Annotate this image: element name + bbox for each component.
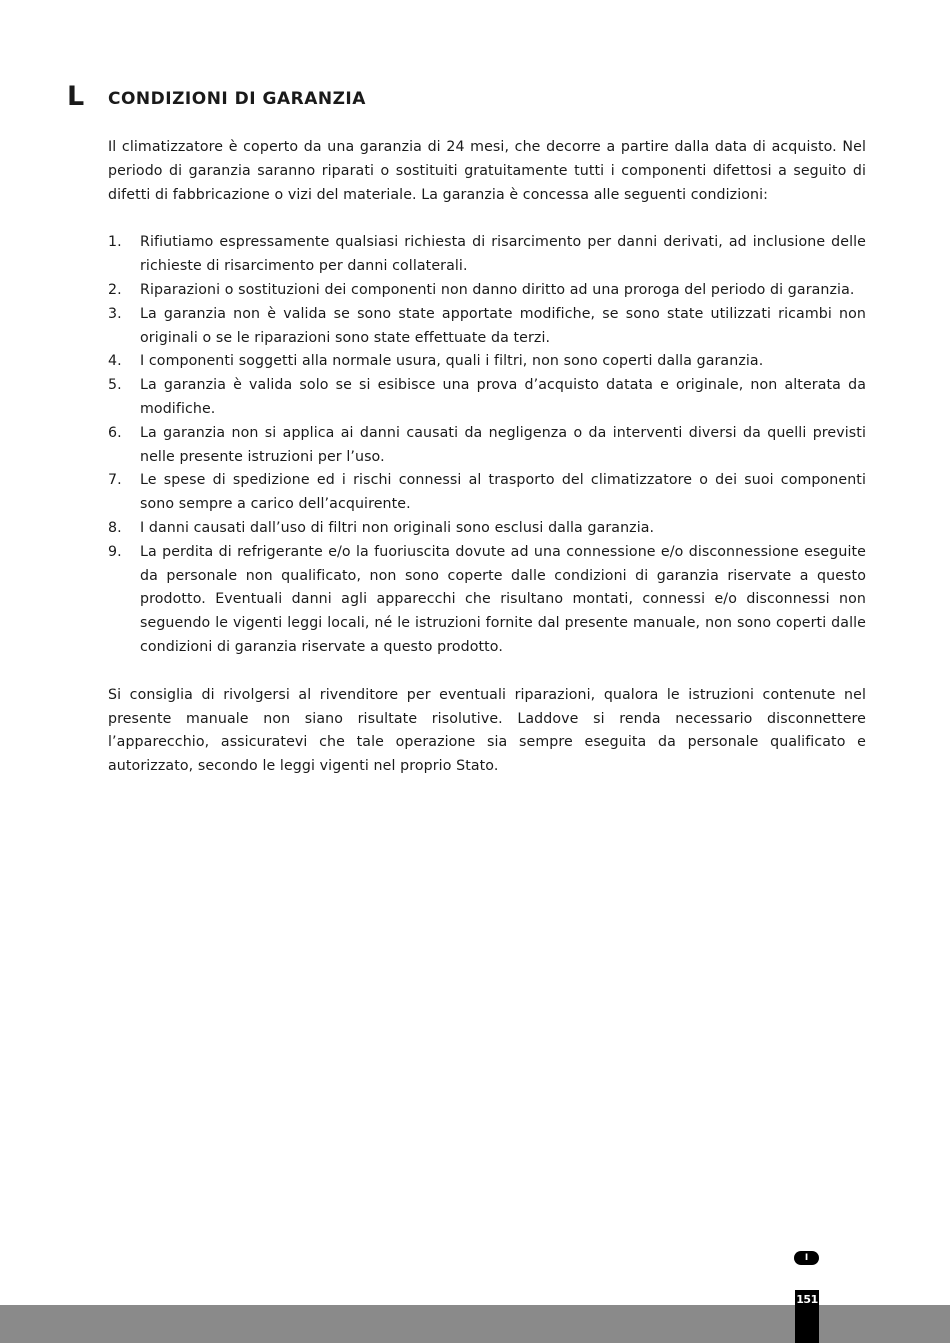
list-item: [108, 231, 866, 279]
list-item: [108, 350, 866, 374]
list-item-text: I componenti soggetti alla normale usura, quali i filtri, non sono coperti dalla garanzia.: [140, 353, 764, 370]
list-item: [108, 469, 866, 517]
conditions-list: [108, 231, 866, 659]
list-item-number: 2.: [108, 281, 122, 298]
list-item: [108, 541, 866, 660]
page-number: 151: [796, 1293, 818, 1306]
list-item-number: 9.: [108, 543, 122, 560]
list-item-text: Rifiutiamo espressamente qualsiasi richiesta di risarcimento per danni derivati, ad inclusione delle richieste di risarcimento per danni collaterali.: [140, 234, 866, 275]
list-item-number: 7.: [108, 472, 122, 489]
list-item-number: 8.: [108, 519, 122, 536]
list-item-number: 3.: [108, 305, 122, 322]
list-item-text: La garanzia è valida solo se si esibisce una prova d’acquisto datata e originale, non alterata da modifiche.: [140, 377, 866, 417]
language-badge: I: [794, 1251, 819, 1265]
section-letter: L: [67, 81, 85, 112]
list-item: [108, 303, 866, 351]
list-item: [108, 279, 866, 303]
intro-paragraph: Il climatizzatore è coperto da una garanzia di 24 mesi, che decorre a partire dalla data di acquisto. Nel periodo di garanzia saranno riparati o sostituiti gratuitamente tutti i componenti difettosi a seguito di difetti di fabbricazione o vizi del materiale. La garanzia è concessa alle seguenti condizioni:: [108, 139, 866, 203]
list-item-text: La perdita di refrigerante e/o la fuoriuscita dovute ad una connessione e/o disconnessione eseguite da personale non qualificato, non sono coperte dalle condizioni di garanzia riservate a questo prodotto. Eventuali danni agli apparecchi che risultano montati, connessi e/o disconnessi non seguendo le vigenti leggi locali, né le istruzioni fornite dal presente manuale, non sono coperti dalle condizioni di garanzia riservate a questo prodotto.: [140, 543, 866, 655]
warranty-content: [108, 136, 866, 779]
list-item: [108, 517, 866, 541]
list-item-text: I danni causati dall’uso di filtri non originali sono esclusi dalla garanzia.: [140, 519, 655, 536]
list-item: [108, 422, 866, 470]
list-item-number: 6.: [108, 424, 122, 441]
list-item-text: La garanzia non si applica ai danni causati da negligenza o da interventi diversi da quelli previsti nelle presente istruzioni per l’uso.: [140, 424, 866, 465]
list-item-number: 1.: [108, 234, 122, 251]
list-item-number: 5.: [108, 377, 122, 394]
section-title: CONDIZIONI DI GARANZIA: [108, 89, 366, 109]
list-item-text: Riparazioni o sostituzioni dei componenti non danno diritto ad una proroga del periodo di garanzia.: [140, 281, 855, 298]
list-item-text: Le spese di spedizione ed i rischi connessi al trasporto del climatizzatore o dei suoi componenti sono sempre a carico dell’acquirente.: [140, 472, 866, 513]
list-item-text: La garanzia non è valida se sono state apportate modifiche, se sono state utilizzati ricambi non originali o se le riparazioni sono state effettuate da terzi.: [140, 305, 866, 346]
list-item-number: 4.: [108, 353, 122, 370]
closing-paragraph: Si consiglia di rivolgersi al rivenditore per eventuali riparazioni, qualora le istruzioni contenute nel presente manuale non siano risultate risolutive. Laddove si renda necessario disconnettere l’apparecchio, assicuratevi che tale operazione sia sempre eseguita da personale qualificato e autorizzato, secondo le leggi vigenti nel proprio Stato.: [108, 686, 866, 775]
list-item: [108, 374, 866, 422]
